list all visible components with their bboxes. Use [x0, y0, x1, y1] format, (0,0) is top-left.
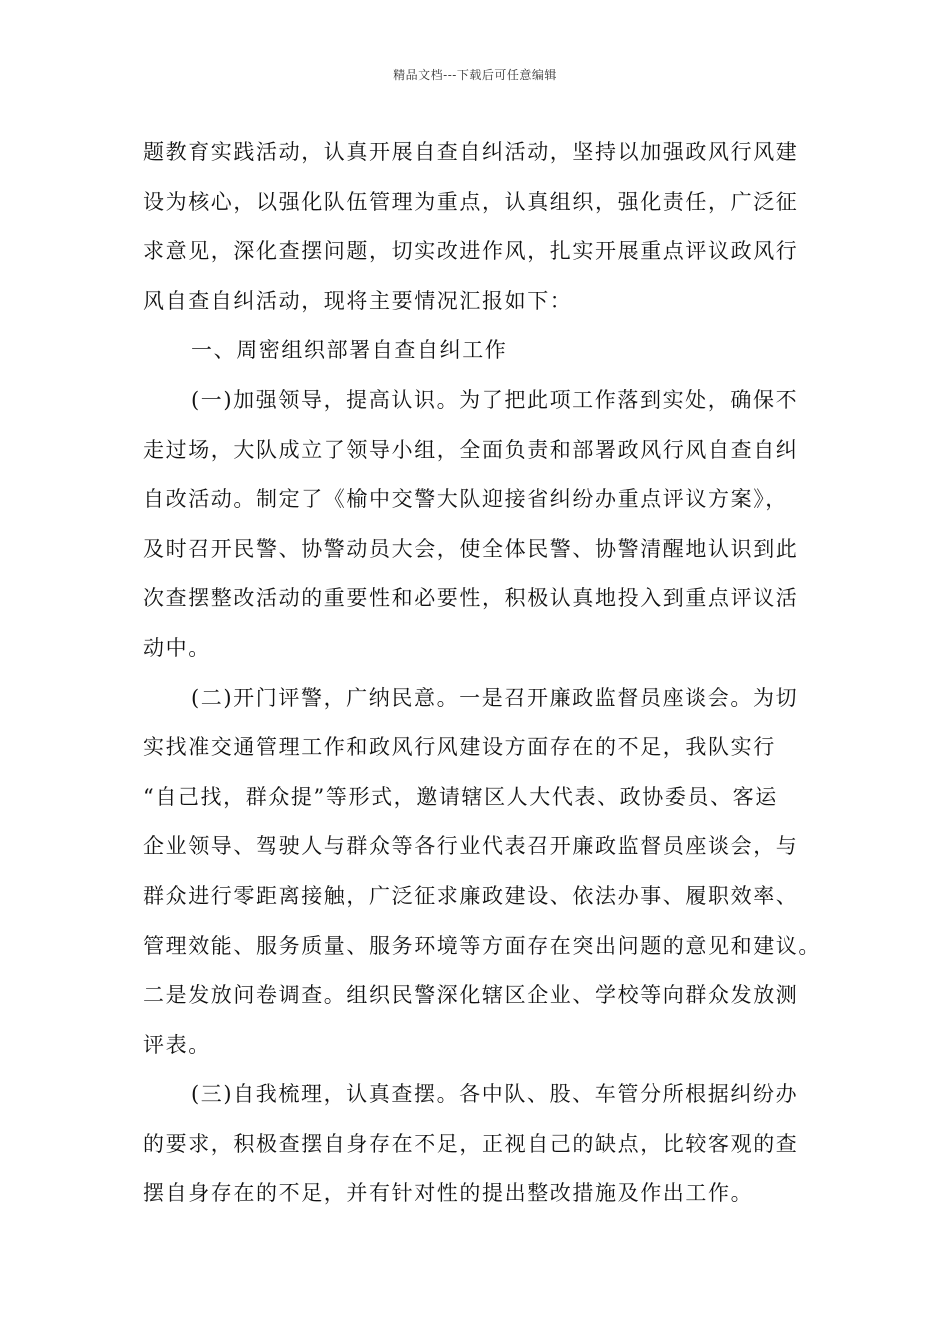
text-line: 一、周密组织部署自查自纠工作 [191, 338, 508, 363]
text-line: 及时召开民警、协警动员大会，使全体民警、协警清醒地认识到此 [143, 536, 799, 561]
text-line: 群众进行零距离接触，广泛征求廉政建设、依法办事、履职效率、 [143, 883, 799, 908]
text-line: 管理效能、服务质量、服务环境等方面存在突出问题的意见和建议。 [143, 933, 821, 958]
document-body [143, 133, 823, 1224]
page-header: 精品文档---下载后可任意编辑 [393, 68, 557, 82]
text-line: “自己找，群众提”等形式，邀请辖区人大代表、政协委员、客运 [143, 784, 778, 809]
text-line: (二)开门评警，广纳民意。一是召开廉政监督员座谈会。为切 [191, 685, 799, 710]
text-line: 实找准交通管理工作和政风行风建设方面存在的不足，我队实行 [143, 735, 776, 760]
text-line: 风自查自纠活动，现将主要情况汇报如下： [143, 288, 573, 313]
text-line: (三)自我梳理，认真查摆。各中队、股、车管分所根据纠纷办 [191, 1082, 799, 1107]
text-line: 企业领导、驾驶人与群众等各行业代表召开廉政监督员座谈会，与 [143, 834, 799, 859]
text-line: (一)加强领导，提高认识。为了把此项工作落到实处，确保不 [191, 387, 799, 412]
text-line: 动中。 [143, 635, 211, 660]
text-line: 自改活动。制定了《榆中交警大队迎接省纠纷办重点评议方案》， [143, 487, 788, 512]
text-line: 评表。 [143, 1032, 211, 1057]
text-line: 题教育实践活动，认真开展自查自纠活动，坚持以加强政风行风建 [143, 140, 799, 164]
text-line: 设为核心，以强化队伍管理为重点，认真组织，强化责任，广泛征 [143, 189, 799, 214]
text-line: 求意见，深化查摆问题，切实改进作风，扎实开展重点评议政风行 [143, 239, 799, 264]
text-line: 走过场，大队成立了领导小组，全面负责和部署政风行风自查自纠 [143, 437, 799, 462]
text-line: 的要求，积极查摆自身存在不足，正视自己的缺点，比较客观的查 [143, 1131, 799, 1156]
text-line: 二是发放问卷调查。组织民警深化辖区企业、学校等向群众发放测 [143, 983, 799, 1008]
text-line: 次查摆整改活动的重要性和必要性，积极认真地投入到重点评议活 [143, 586, 799, 611]
text-line: 摆自身存在的不足，并有针对性的提出整改措施及作出工作。 [143, 1181, 754, 1206]
